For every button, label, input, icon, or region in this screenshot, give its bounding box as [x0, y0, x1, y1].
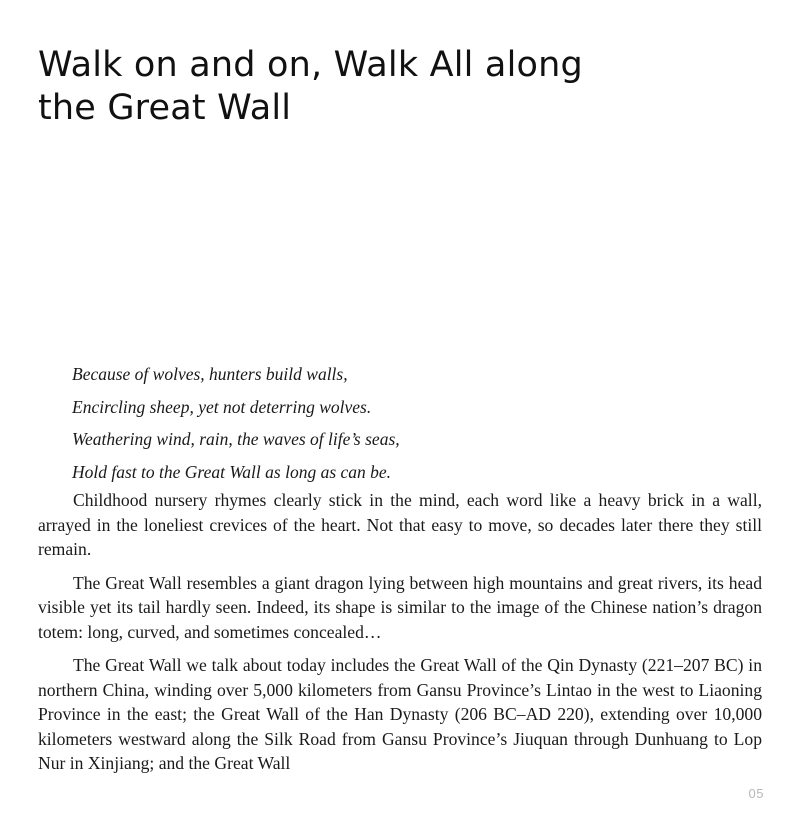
chapter-title — [38, 44, 658, 130]
poem-line: Hold fast to the Great Wall as long as can be. — [72, 461, 392, 482]
poem-line: Weathering wind, rain, the waves of life’s seas, — [72, 429, 400, 449]
body-text — [38, 488, 762, 785]
chapter-title-line-2: the Great Wall — [38, 88, 292, 128]
paragraph: The Great Wall resembles a giant dragon lying between high mountains and great rivers, its head visible yet its tail hardly seen. Indeed, its shape is similar to the image of the Chinese nation’s dragon totem: long, curved, and sometimes concealed… — [38, 572, 762, 642]
chapter-title-line-1: Walk on and on, Walk All along — [38, 45, 583, 85]
paragraph: Childhood nursery rhymes clearly stick in the mind, each word like a heavy brick in a wall, arrayed in the loneliest crevices of the heart. Not that easy to move, so decades later there they still remain. — [38, 490, 762, 559]
paragraph: The Great Wall we talk about today includes the Great Wall of the Qin Dynasty (221–207 BC) in northern China, winding over 5,000 kilometers from Gansu Province’s Lintao in the west to Liaoning Province in the east; the Great Wall of the Han Dynasty (206 BC–AD 220), extending over 10,000 kilometers westward along the Silk Road from Gansu Province’s Jiuquan through Dunhuang to Lop Nur in Xinjiang; and the Great Wall — [38, 655, 762, 773]
poem-line: Because of wolves, hunters build walls, — [72, 364, 348, 384]
epigraph-poem — [72, 358, 400, 488]
page-number: 05 — [748, 786, 764, 801]
poem-line: Encircling sheep, yet not deterring wolves. — [72, 396, 372, 417]
